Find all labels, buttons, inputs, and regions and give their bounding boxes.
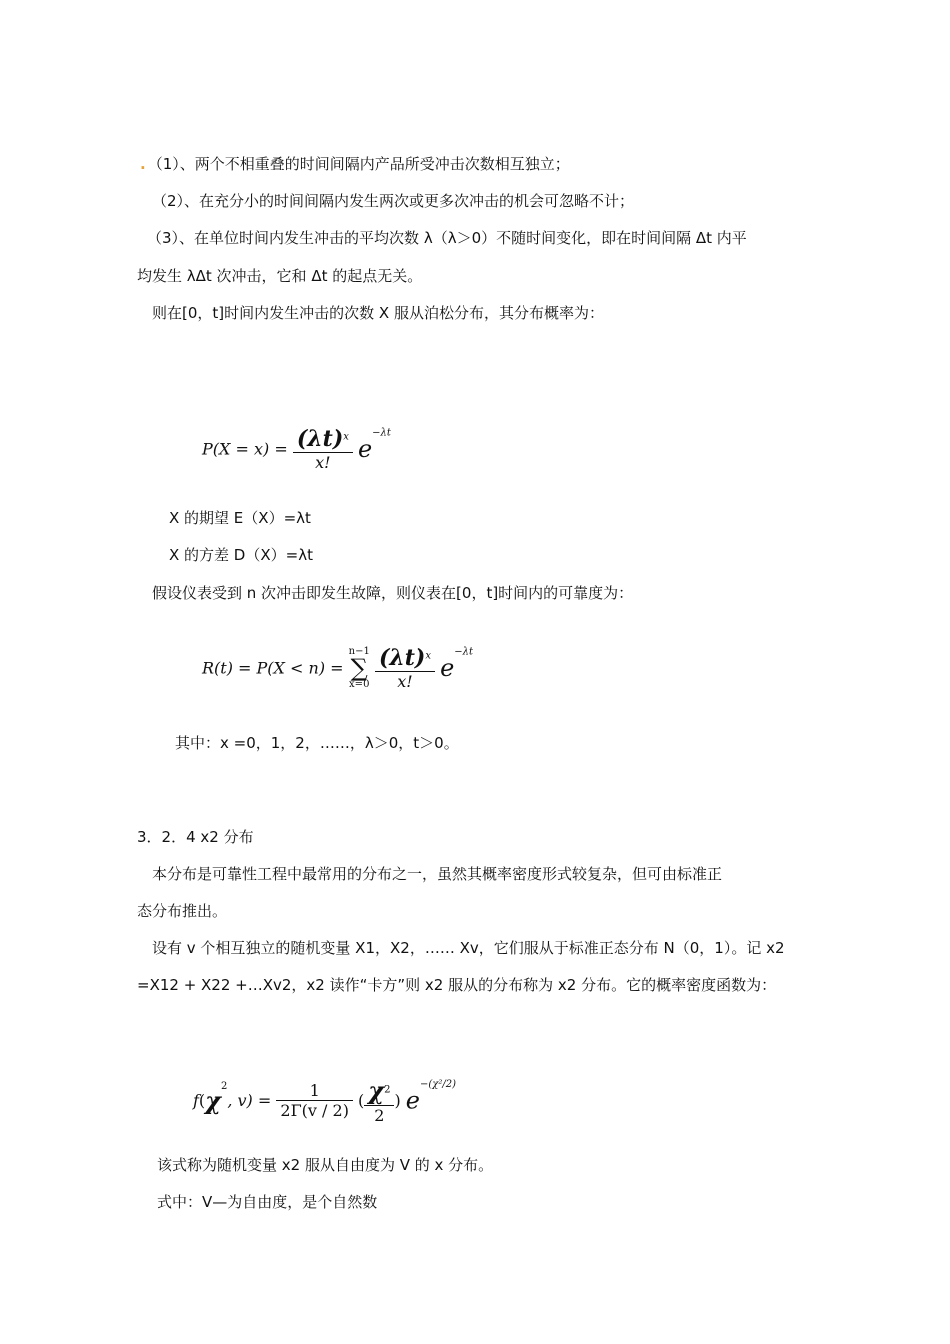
chi-fraction-1: $\frac{1}{2\Gamma(v / 2)}$ (276, 1081, 353, 1120)
paragraph-1 (140, 154, 570, 174)
paragraph-9-line-2: 态分布推出。 (137, 902, 228, 920)
paragraph-8: 其中：x =0，1，2，……，λ＞0，t＞0。 (175, 734, 459, 752)
paragraph-1-text: （1）、两个不相重叠的时间间隔内产品所受冲击次数相互独立； (147, 155, 570, 173)
reliability-sum: n−1 ∑ x=0 (348, 646, 370, 690)
chi-lhs-f: f (193, 1091, 199, 1110)
chi-fraction-2: $\frac{\chi^2}{2}$ (364, 1076, 394, 1125)
paragraph-9-line-1: 本分布是可靠性工程中最常用的分布之一，虽然其概率密度形式较复杂，但可由标准正 (152, 865, 723, 883)
poisson-formula (202, 426, 391, 472)
poisson-fraction (293, 426, 353, 472)
paragraph-5: X 的期望 E（X）=λt (169, 509, 311, 527)
reliability-fraction (375, 645, 435, 691)
poisson-exp-power: −λt (372, 427, 391, 439)
poisson-exp-base: e (357, 435, 373, 463)
poisson-numerator: $(\lambda t)^x$ (293, 426, 353, 453)
paragraph-3-line-2: 均发生 λΔt 次冲击，它和 Δt 的起点无关。 (137, 267, 423, 285)
reliability-exp-base: e (440, 654, 455, 682)
reliability-formula (202, 645, 473, 691)
paragraph-12: 式中：V—为自由度，是个自然数 (157, 1193, 378, 1211)
reliability-numerator: $(\lambda t)^x$ (375, 645, 435, 672)
chi-exp-power: −(χ²/2) (420, 1079, 456, 1090)
paragraph-11: 该式称为随机变量 x2 服从自由度为 V 的 x 分布。 (157, 1156, 494, 1174)
poisson-denominator: x! (315, 453, 331, 472)
paragraph-2: （2）、在充分小的时间间隔内发生两次或更多次冲击的机会可忽略不计； (152, 192, 635, 210)
chi-exp-base: e (405, 1086, 420, 1115)
reliability-exp-power: −λt (454, 646, 474, 658)
section-heading: 3．2．4 x2 分布 (137, 828, 254, 846)
chi-lhs-symbol: χ (205, 1086, 221, 1115)
paragraph-10-line-2: =X12 + X22 +…Xv2，x2 读作“卡方”则 x2 服从的分布称为 x2 分布。它的概率密度函数为： (137, 976, 777, 994)
paragraph-4: 则在[0，t]时间内发生冲击的次数 X 服从泊松分布，其分布概率为： (152, 304, 604, 322)
paragraph-3-line-1: （3）、在单位时间内发生冲击的平均次数 λ（λ＞0）不随时间变化，即在时间间隔 Δt 内平 (147, 229, 747, 247)
reliability-denominator: x! (397, 672, 413, 691)
chi-square-formula: $f(\chi^2$, v) = $\frac{1}{2\Gamma(v / 2)}$ ( $\frac{\chi^2}{2}$ ) $e^{-(\chi^2/2)}$ (193, 1076, 456, 1125)
bullet-dot: . (140, 155, 146, 173)
poisson-lhs: P(X = x) = (202, 439, 288, 459)
paragraph-10-line-1: 设有 v 个相互独立的随机变量 X1，X2，…… Xv，它们服从于标准正态分布 N（0，1）。记 x2 (152, 939, 785, 957)
paragraph-6: X 的方差 D（X）=λt (169, 546, 313, 564)
paragraph-7: 假设仪表受到 n 次冲击即发生故障，则仪表在[0，t]时间内的可靠度为： (152, 584, 634, 602)
reliability-lhs: R(t) = P(X < n) = (202, 658, 344, 678)
